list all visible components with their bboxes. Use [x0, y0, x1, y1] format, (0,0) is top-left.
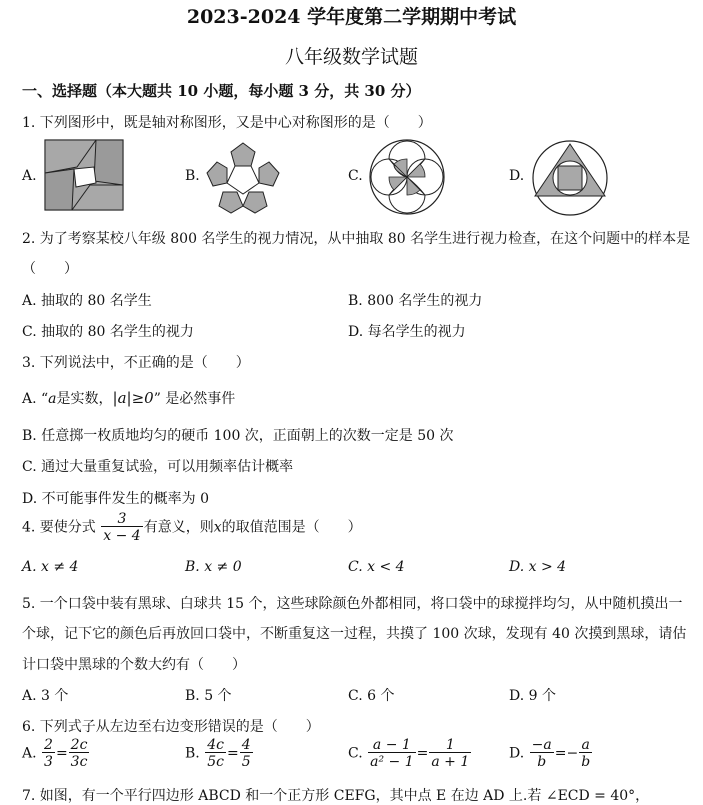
question-6-stem: 6. 下列式子从左边至右边变形错误的是（ ） — [22, 719, 320, 735]
q6-d-n1: −a — [531, 737, 552, 753]
q1-figure-c-four-petal-circle — [366, 138, 448, 216]
q4-option-a: A. x ≠ 4 — [22, 559, 79, 575]
exam-subtitle: 八年级数学试题 — [284, 46, 418, 68]
q4-frac-den: x − 4 — [103, 528, 141, 544]
q6-c-frac1 — [368, 738, 416, 769]
question-5-line1: 5. 一个口袋中装有黑球、白球共 15 个，这些球除颜色外都相同，将口袋中的球搅拌均匀，从中随机摸出一 — [22, 596, 683, 612]
q6-d-d1: b — [537, 754, 547, 770]
q2-option-b: B. 800 名学生的视力 — [348, 293, 483, 309]
q6-c-n2: 1 — [429, 738, 471, 753]
q6-c-d1: a² − 1 — [370, 754, 414, 770]
q5-option-a: A. 3 个 — [22, 688, 69, 704]
q6-c-label: C. — [348, 745, 363, 762]
q5-option-d: D. 9 个 — [509, 688, 556, 704]
q5-option-c: C. 6 个 — [348, 688, 395, 704]
q6-a-frac2 — [69, 738, 90, 769]
q6-a-n2: 2c — [70, 737, 88, 753]
q4-post: 有意义，则 — [143, 519, 214, 536]
q6-d-label: D. — [509, 745, 525, 762]
q6-b-n1: 4c — [207, 737, 224, 753]
q6-a-n1: 2 — [44, 737, 53, 753]
q3-option-c: C. 通过大量重复试验，可以用频率估计概率 — [22, 459, 294, 475]
q6-option-c — [348, 738, 472, 769]
q6-b-d2: 5 — [241, 754, 251, 770]
q6-b-label: B. — [185, 745, 200, 762]
q1-option-d-label: D. — [509, 168, 525, 184]
q4-post2: 的取值范围是（ ） — [221, 519, 362, 536]
q6-c-eq: = — [416, 745, 429, 762]
q6-b-frac1 — [205, 738, 226, 769]
q5-option-b: B. 5 个 — [185, 688, 232, 704]
q6-d-eq: = — [554, 745, 567, 762]
q3-a-pre: A. “ — [22, 391, 49, 407]
q4-var: x — [213, 519, 222, 536]
question-4-stem — [22, 512, 362, 543]
q6-b-frac2 — [240, 738, 253, 769]
q6-option-a — [22, 738, 90, 769]
q3-a-post: ” 是必然事件 — [153, 391, 236, 407]
q6-d-n2: a — [579, 738, 592, 753]
q2-option-d: D. 每名学生的视力 — [348, 324, 466, 340]
q1-figure-b-pentagon-flower — [203, 140, 283, 214]
q2-option-a: A. 抽取的 80 名学生 — [22, 293, 152, 309]
q6-c-frac2 — [429, 738, 471, 769]
q3-option-d: D. 不可能事件发生的概率为 0 — [22, 491, 209, 507]
q4-fraction — [101, 512, 142, 543]
q6-a-d1: 3 — [44, 754, 53, 770]
q6-a-frac1 — [42, 738, 55, 769]
q6-option-d — [509, 738, 593, 769]
q6-a-label: A. — [22, 745, 37, 762]
exam-title: 2023-2024 学年度第二学期期中考试 — [186, 6, 517, 28]
question-5-line2: 个球，记下它的颜色后再放回口袋中，不断重复这一过程，共摸了 100 次球，发现有 40 次摸到黑球，请估 — [22, 626, 687, 642]
q6-d-frac2 — [579, 738, 592, 769]
question-2-stem-cont: （ ） — [22, 261, 78, 277]
q2-option-c: C. 抽取的 80 名学生的视力 — [22, 324, 194, 340]
q6-c-n1: a − 1 — [368, 738, 416, 753]
q1-option-c-label: C. — [348, 168, 363, 184]
q3-a-abs: |a|≥0 — [112, 389, 154, 407]
q6-b-d1: 5c — [207, 754, 224, 770]
q3-a-var: a — [48, 391, 57, 407]
q1-option-a-label: A. — [22, 168, 37, 184]
q4-frac-num: 3 — [101, 512, 142, 527]
q6-b-n2: 4 — [241, 737, 251, 753]
q1-figure-d-triangle-in-circle — [530, 138, 610, 218]
q6-b-eq: = — [226, 745, 239, 762]
q6-a-d2: 3c — [70, 754, 88, 770]
q3-a-mid: 是实数， — [56, 391, 113, 407]
question-3-stem: 3. 下列说法中，不正确的是（ ） — [22, 355, 250, 371]
q6-c-d2: a + 1 — [431, 754, 470, 770]
q3-option-a — [22, 388, 235, 408]
q6-a-eq: = — [55, 745, 68, 762]
q1-figure-a-pinwheel-square — [44, 139, 126, 213]
question-2-stem: 2. 为了考察某校八年级 800 名学生的视力情况，从中抽取 80 名学生进行视力检查，在这个问题中的样本是 — [22, 231, 691, 247]
q3-option-b: B. 任意掷一枚质地均匀的硬币 100 次，正面朝上的次数一定是 50 次 — [22, 428, 454, 444]
q6-option-b — [185, 738, 254, 769]
question-5-line3: 计口袋中黑球的个数大约有（ ） — [22, 657, 246, 673]
question-7-stem: 7. 如图，有一个平行四边形 ABCD 和一个正方形 CEFG，其中点 E 在边 AD 上.若 ∠ECD = 40°， — [22, 788, 650, 804]
q4-pre: 4. 要使分式 — [22, 519, 96, 536]
q6-d-frac1 — [530, 738, 554, 769]
q6-d-neg: − — [566, 745, 579, 762]
q4-option-b: B. x ≠ 0 — [185, 559, 242, 575]
q6-d-d2: b — [581, 754, 591, 770]
section-heading: 一、选择题（本大题共 10 小题，每小题 3 分，共 30 分） — [22, 82, 421, 100]
q4-option-c: C. x < 4 — [348, 559, 405, 575]
question-1-stem: 1. 下列图形中，既是轴对称图形，又是中心对称图形的是（ ） — [22, 115, 432, 131]
q4-option-d: D. x > 4 — [509, 559, 567, 575]
q1-option-b-label: B. — [185, 168, 200, 184]
